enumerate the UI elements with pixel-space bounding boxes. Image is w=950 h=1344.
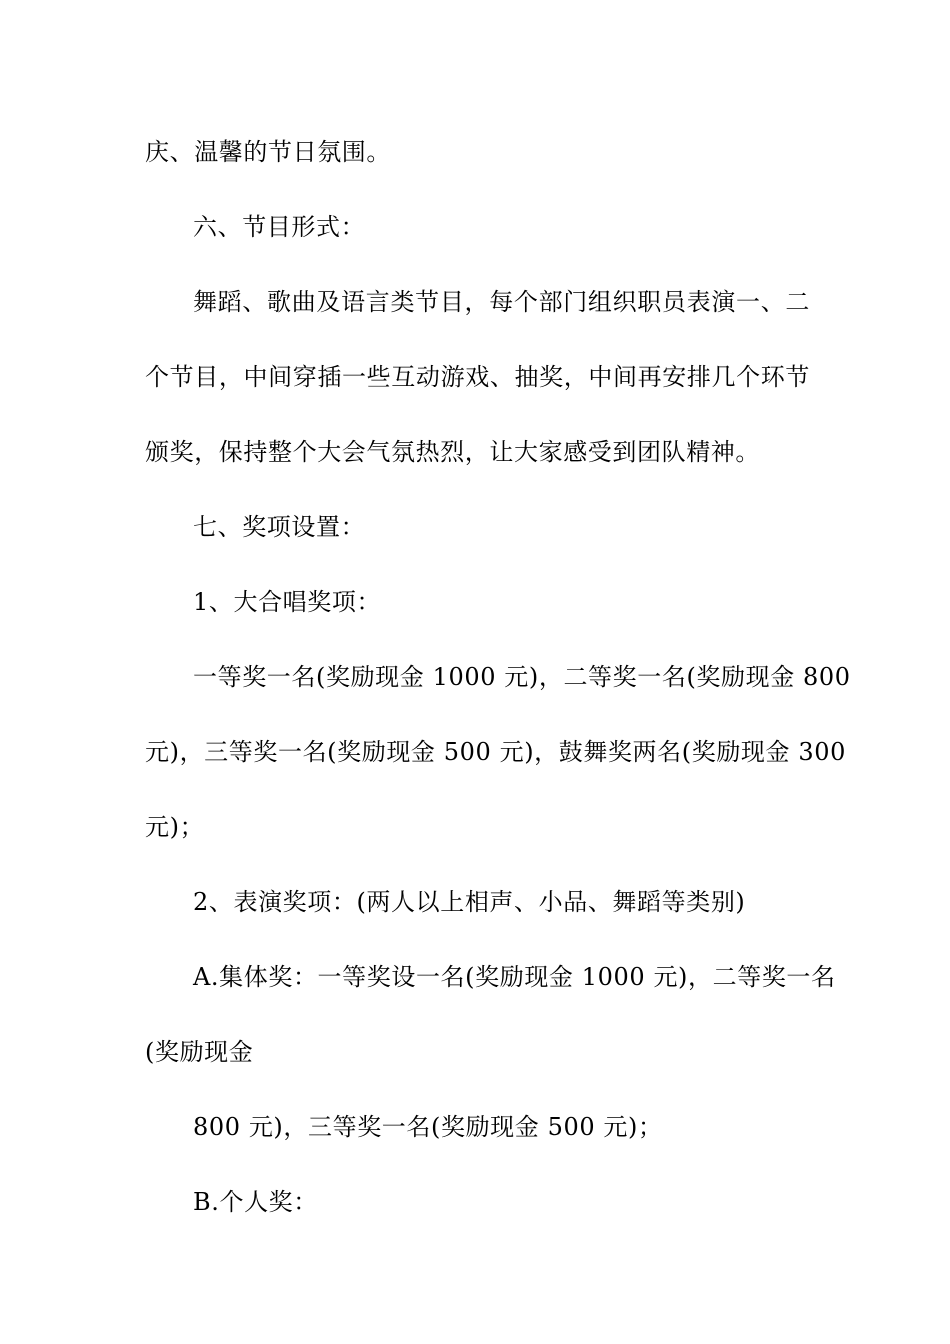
paragraph-line: 颁奖，保持整个大会气氛热烈，让大家感受到团队精神。 bbox=[145, 438, 760, 466]
paragraph-line: 800 元)，三等奖一名(奖励现金 500 元)； bbox=[193, 1113, 663, 1141]
subsection-heading: 1、大合唱奖项： bbox=[193, 588, 382, 616]
paragraph-line: 一等奖一名(奖励现金 1000 元)，二等奖一名(奖励现金 800 bbox=[193, 663, 851, 691]
paragraph-line: 元)，三等奖一名(奖励现金 500 元)，鼓舞奖两名(奖励现金 300 bbox=[145, 738, 846, 766]
subsection-heading: B.个人奖： bbox=[193, 1188, 318, 1216]
section-heading: 六、节目形式： bbox=[193, 213, 366, 241]
paragraph-line: (奖励现金 bbox=[145, 1038, 254, 1066]
paragraph-line: 元)； bbox=[145, 813, 205, 841]
paragraph-line: A.集体奖：一等奖设一名(奖励现金 1000 元)，二等奖一名 bbox=[193, 963, 836, 991]
paragraph-line: 舞蹈、歌曲及语言类节目，每个部门组织职员表演一、二 bbox=[193, 288, 810, 316]
paragraph-line: 庆、温馨的节日氛围。 bbox=[145, 138, 391, 166]
subsection-heading: 2、表演奖项：(两人以上相声、小品、舞蹈等类别) bbox=[193, 888, 746, 916]
paragraph-line: 个节目，中间穿插一些互动游戏、抽奖，中间再安排几个环节 bbox=[145, 363, 810, 391]
section-heading: 七、奖项设置： bbox=[193, 513, 366, 541]
